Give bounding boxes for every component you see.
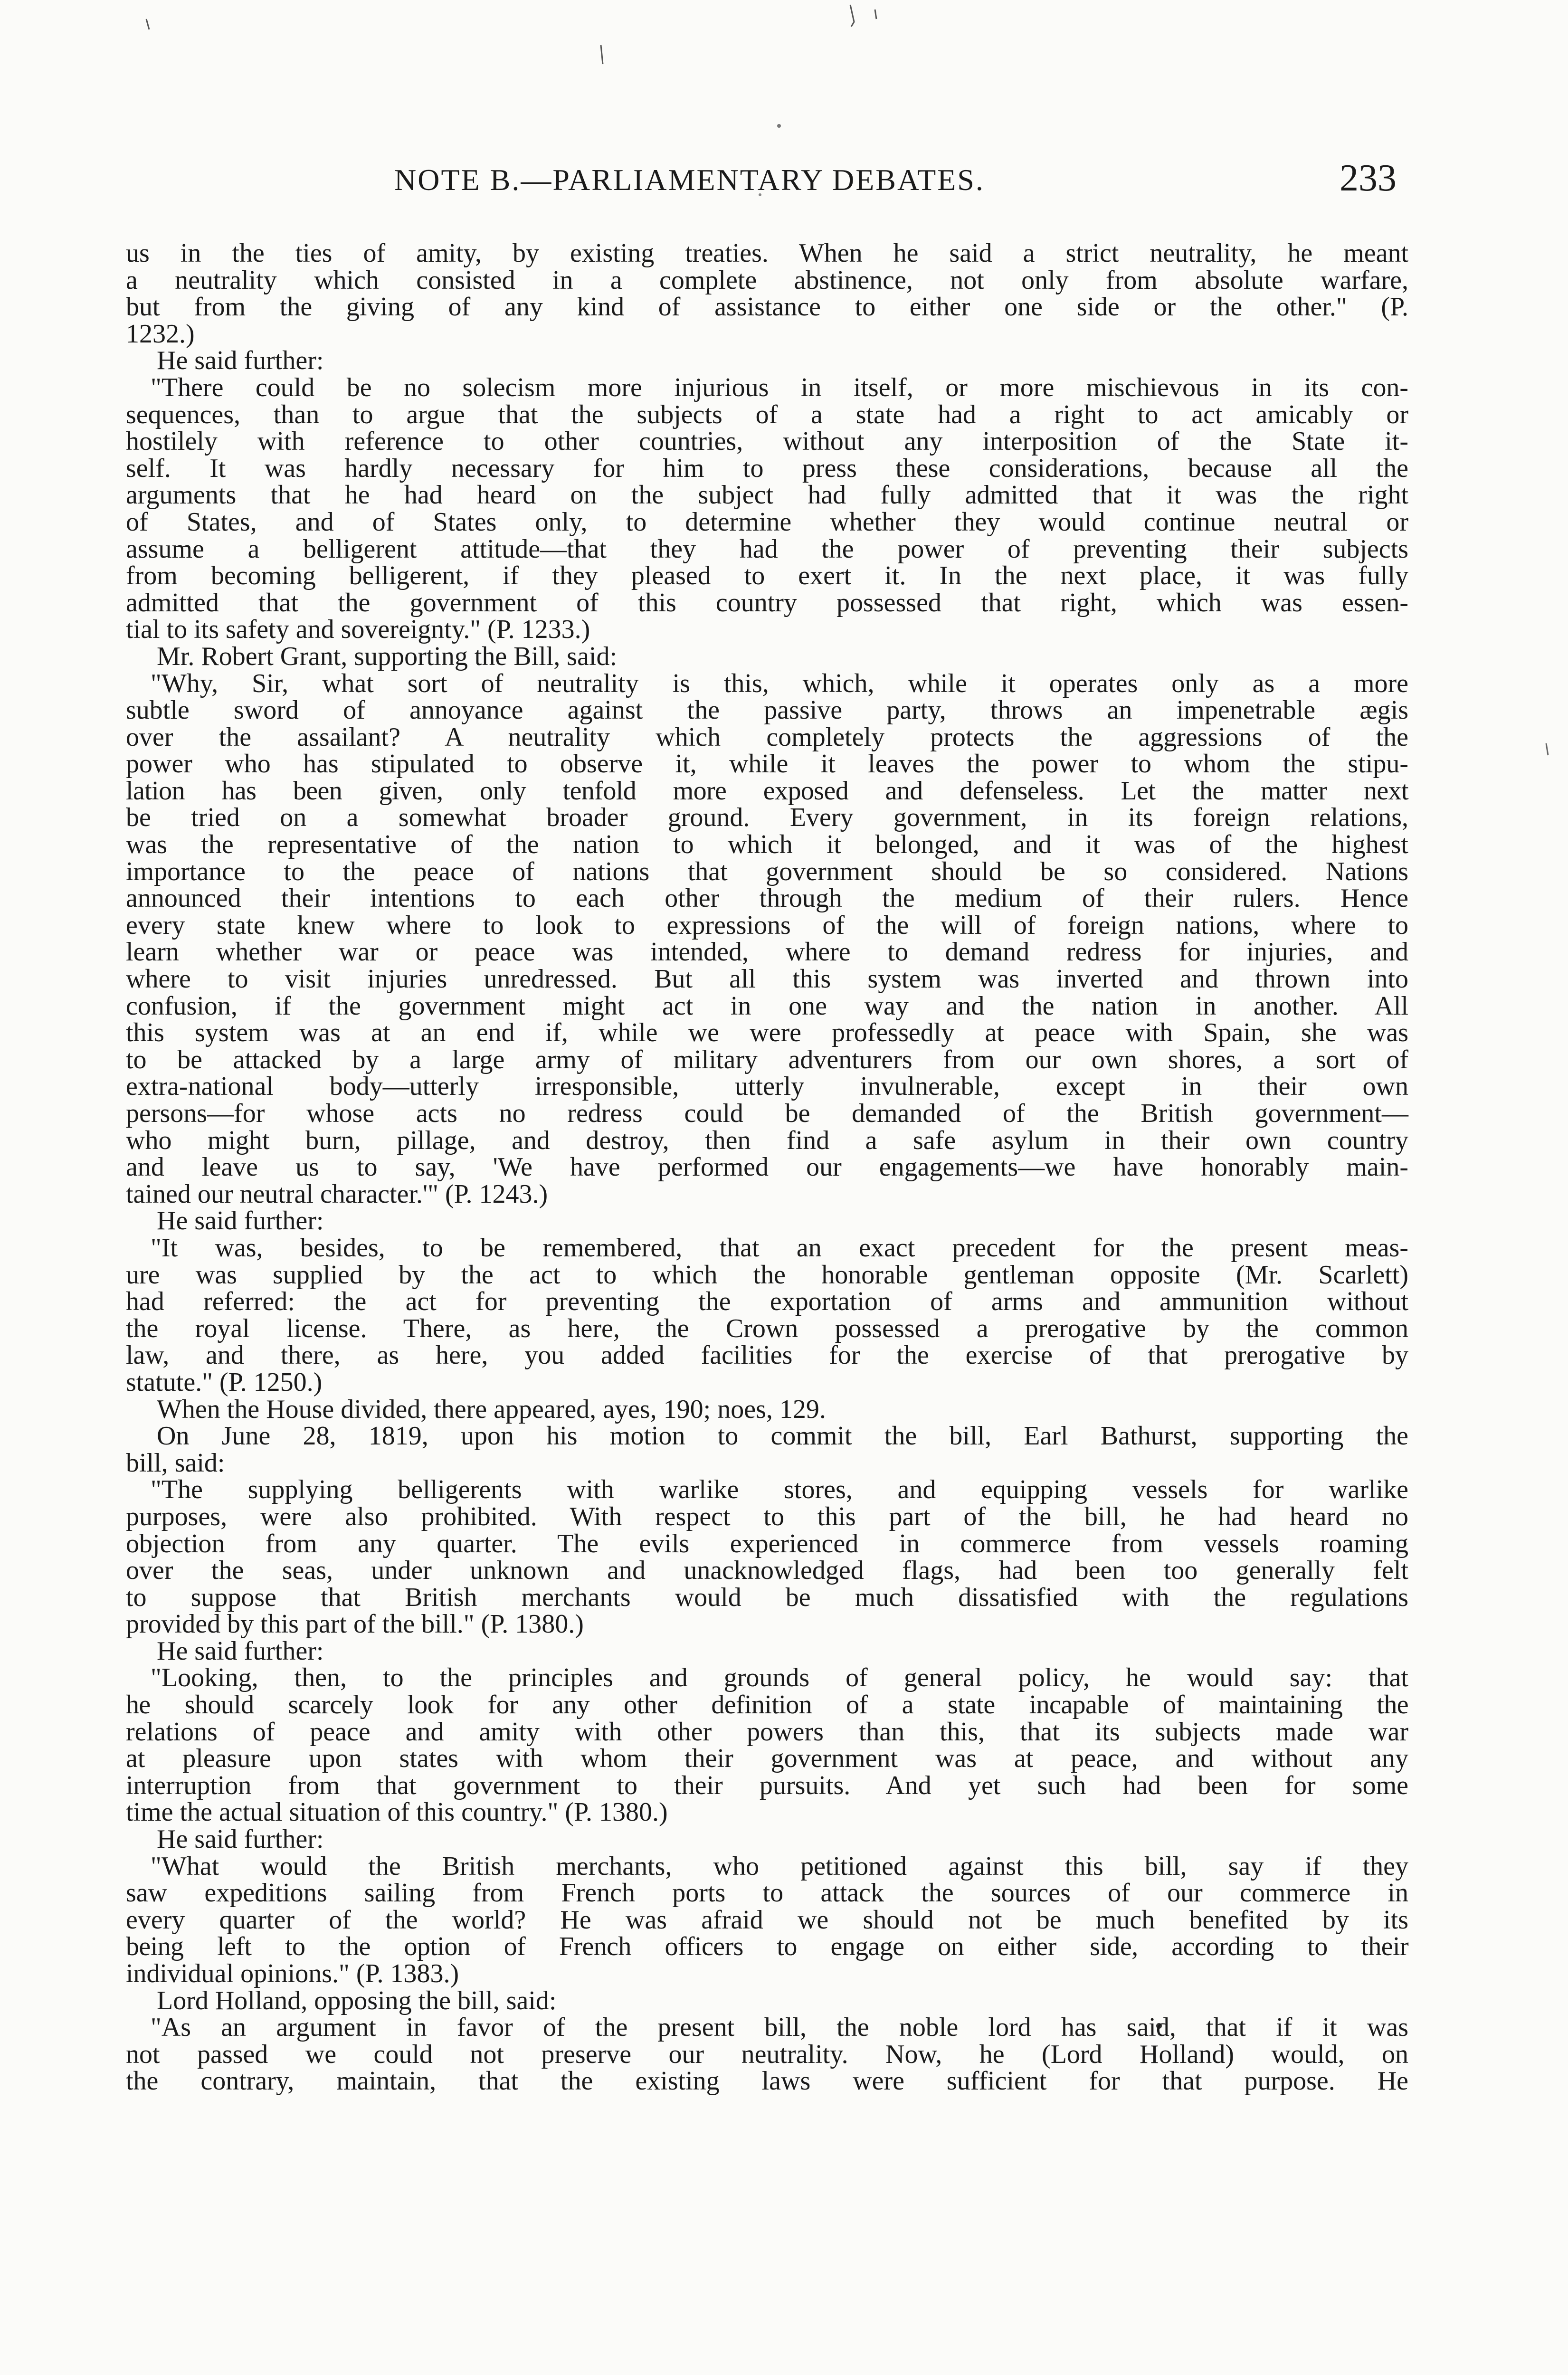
text-line: He said further: [157,1824,324,1854]
text-line: at pleasure upon states with whom their government was at peace, and without any [126,1744,1408,1774]
text-line: had referred: the act for preventing the exportation of arms and ammunition without [126,1287,1408,1317]
text-line: over the seas, under unknown and unacknowledged flags, had been too generally felt [126,1556,1408,1586]
speck-mark [850,5,854,27]
text-line: self. It was hardly necessary for him to press these considerations, because all the [126,453,1408,483]
text-line: every quarter of the world? He was afraid we should not be much benefited by its [126,1905,1408,1935]
text-line: to suppose that British merchants would be much dissatisfied with the regulations [126,1582,1408,1612]
text-line: importance to the peace of nations that government should be so considered. Nations [126,856,1408,886]
text-line: When the House divided, there appeared, ayes, 190; noes, 129. [157,1394,826,1424]
text-line: of States, and of States only, to determine whether they would continue neutral or [126,507,1408,537]
text-line: learn whether war or peace was intended, where to demand redress for injuries, and [126,937,1408,967]
speck-mark [875,10,876,19]
text-line: to be attacked by a large army of military adventurers from our own shores, a sort of [126,1045,1408,1074]
text-line: He said further: [157,346,324,376]
text-line: arguments that he had heard on the subject had fully admitted that it was the right [126,480,1408,510]
text-line: subtle sword of annoyance against the passive party, throws an impenetrable ægis [126,695,1408,725]
text-line: us in the ties of amity, by existing treaties. When he said a strict neutrality, he meant [126,238,1408,268]
page-number: 233 [1340,157,1397,199]
text-line: Lord Holland, opposing the bill, said: [157,1986,557,2015]
text-line: tained our neutral character.'" (P. 1243.) [126,1179,548,1209]
text-line: He said further: [157,1636,324,1666]
text-line: power who has stipulated to observe it, while it leaves the power to whom the stipu- [126,749,1408,779]
text-line: assume a belligerent attitude—that they had the power of preventing their subjects [126,534,1408,564]
text-line: where to visit injuries unredressed. But all this system was inverted and thrown into [126,964,1408,994]
running-head [124,157,1397,209]
text-line: every state knew where to look to expressions of the will of foreign nations, where to [126,910,1408,940]
text-line: relations of peace and amity with other powers than this, that its subjects made war [126,1717,1408,1747]
text-line: sequences, than to argue that the subjects of a state had a right to act amicably or [126,399,1408,429]
text-line: "What would the British merchants, who petitioned against this bill, say if they [151,1851,1408,1881]
text-line: "Why, Sir, what sort of neutrality is this, which, while it operates only as a more [151,668,1408,698]
text-line: hostilely with reference to other countries, without any interposition of the State it- [126,427,1408,456]
text-line: and leave us to say, 'We have performed our engagements—we have honorably main- [126,1152,1408,1182]
text-line: persons—for whose acts no redress could be demanded of the British government— [126,1099,1408,1128]
speck-mark [1546,743,1548,755]
text-line: On June 28, 1819, upon his motion to commit the bill, Earl Bathurst, supporting the [157,1421,1408,1451]
text-line: not passed we could not preserve our neutrality. Now, he (Lord Holland) would, on [126,2039,1408,2069]
text-line: over the assailant? A neutrality which completely protects the aggressions of the [126,722,1408,752]
text-line: the contrary, maintain, that the existing laws were sufficient for that purpose. He [126,2066,1408,2096]
text-line: admitted that the government of this country possessed that right, which was essen- [126,588,1408,618]
text-line: this system was at an end if, while we were professedly at peace with Spain, she was [126,1018,1408,1048]
text-line: announced their intentions to each other through the medium of their rulers. Hence [126,884,1408,913]
text-line: "It was, besides, to be remembered, that an exact precedent for the present meas- [151,1233,1408,1263]
text-line: provided by this part of the bill." (P. 1380.) [126,1609,584,1639]
text-line: be tried on a somewhat broader ground. Every government, in its foreign relations, [126,803,1408,833]
text-line: "Looking, then, to the principles and grounds of general policy, he would say: that [151,1663,1408,1693]
text-line: bill, said: [126,1448,225,1478]
text-line: extra-national body—utterly irresponsible, utterly invulnerable, except in their own [126,1072,1408,1102]
text-line: he should scarcely look for any other definition of a state incapable of maintaining the [126,1690,1408,1720]
text-line: but from the giving of any kind of assistance to either one side or the other." (P. [126,292,1408,322]
speck-mark [601,45,603,64]
text-line: tial to its safety and sovereignty." (P. 1233.) [126,615,590,645]
text-line: individual opinions." (P. 1383.) [126,1959,459,1988]
text-line: ure was supplied by the act to which the honorable gentleman opposite (Mr. Scarlett) [126,1260,1408,1290]
text-body [126,240,1408,2095]
text-line: who might burn, pillage, and destroy, then find a safe asylum in their own country [126,1125,1408,1155]
text-line: "The supplying belligerents with warlike stores, and equipping vessels for warlike [151,1475,1408,1505]
running-title: NOTE B.—PARLIAMENTARY DEBATES. [394,163,985,197]
text-line: 1232.) [126,319,195,349]
speck-mark [146,19,149,29]
text-line: from becoming belligerent, if they pleased to exert it. In the next place, it was fully [126,561,1408,591]
text-line: being left to the option of French officers to engage on either side, according to their [126,1932,1408,1962]
text-line: confusion, if the government might act in one way and the nation in another. All [126,991,1408,1021]
text-line: objection from any quarter. The evils experienced in commerce from vessels roaming [126,1529,1408,1558]
text-line: saw expeditions sailing from French ports to attack the sources of our commerce in [126,1878,1408,1908]
text-line: statute." (P. 1250.) [126,1367,323,1397]
text-line: a neutrality which consisted in a complete abstinence, not only from absolute warfare, [126,265,1408,295]
text-line: lation has been given, only tenfold more exposed and defenseless. Let the matter next [126,776,1408,806]
speck-mark [777,124,781,128]
text-line: Mr. Robert Grant, supporting the Bill, said: [157,641,618,671]
text-line: law, and there, as here, you added facilities for the exercise of that prerogative by [126,1340,1408,1370]
text-line: purposes, were also prohibited. With respect to this part of the bill, he had heard no [126,1501,1408,1531]
text-line: "As an argument in favor of the present bill, the noble lord has said, that if it was [151,2013,1408,2042]
text-line: interruption from that government to their pursuits. And yet such had been for some [126,1770,1408,1800]
text-line: He said further: [157,1206,324,1236]
text-line: "There could be no solecism more injurious in itself, or more mischievous in its con- [151,372,1408,402]
text-line: time the actual situation of this country." (P. 1380.) [126,1797,668,1827]
text-line: was the representative of the nation to which it belonged, and it was of the highest [126,830,1408,860]
text-line: the royal license. There, as here, the Crown possessed a prerogative by the common [126,1313,1408,1343]
